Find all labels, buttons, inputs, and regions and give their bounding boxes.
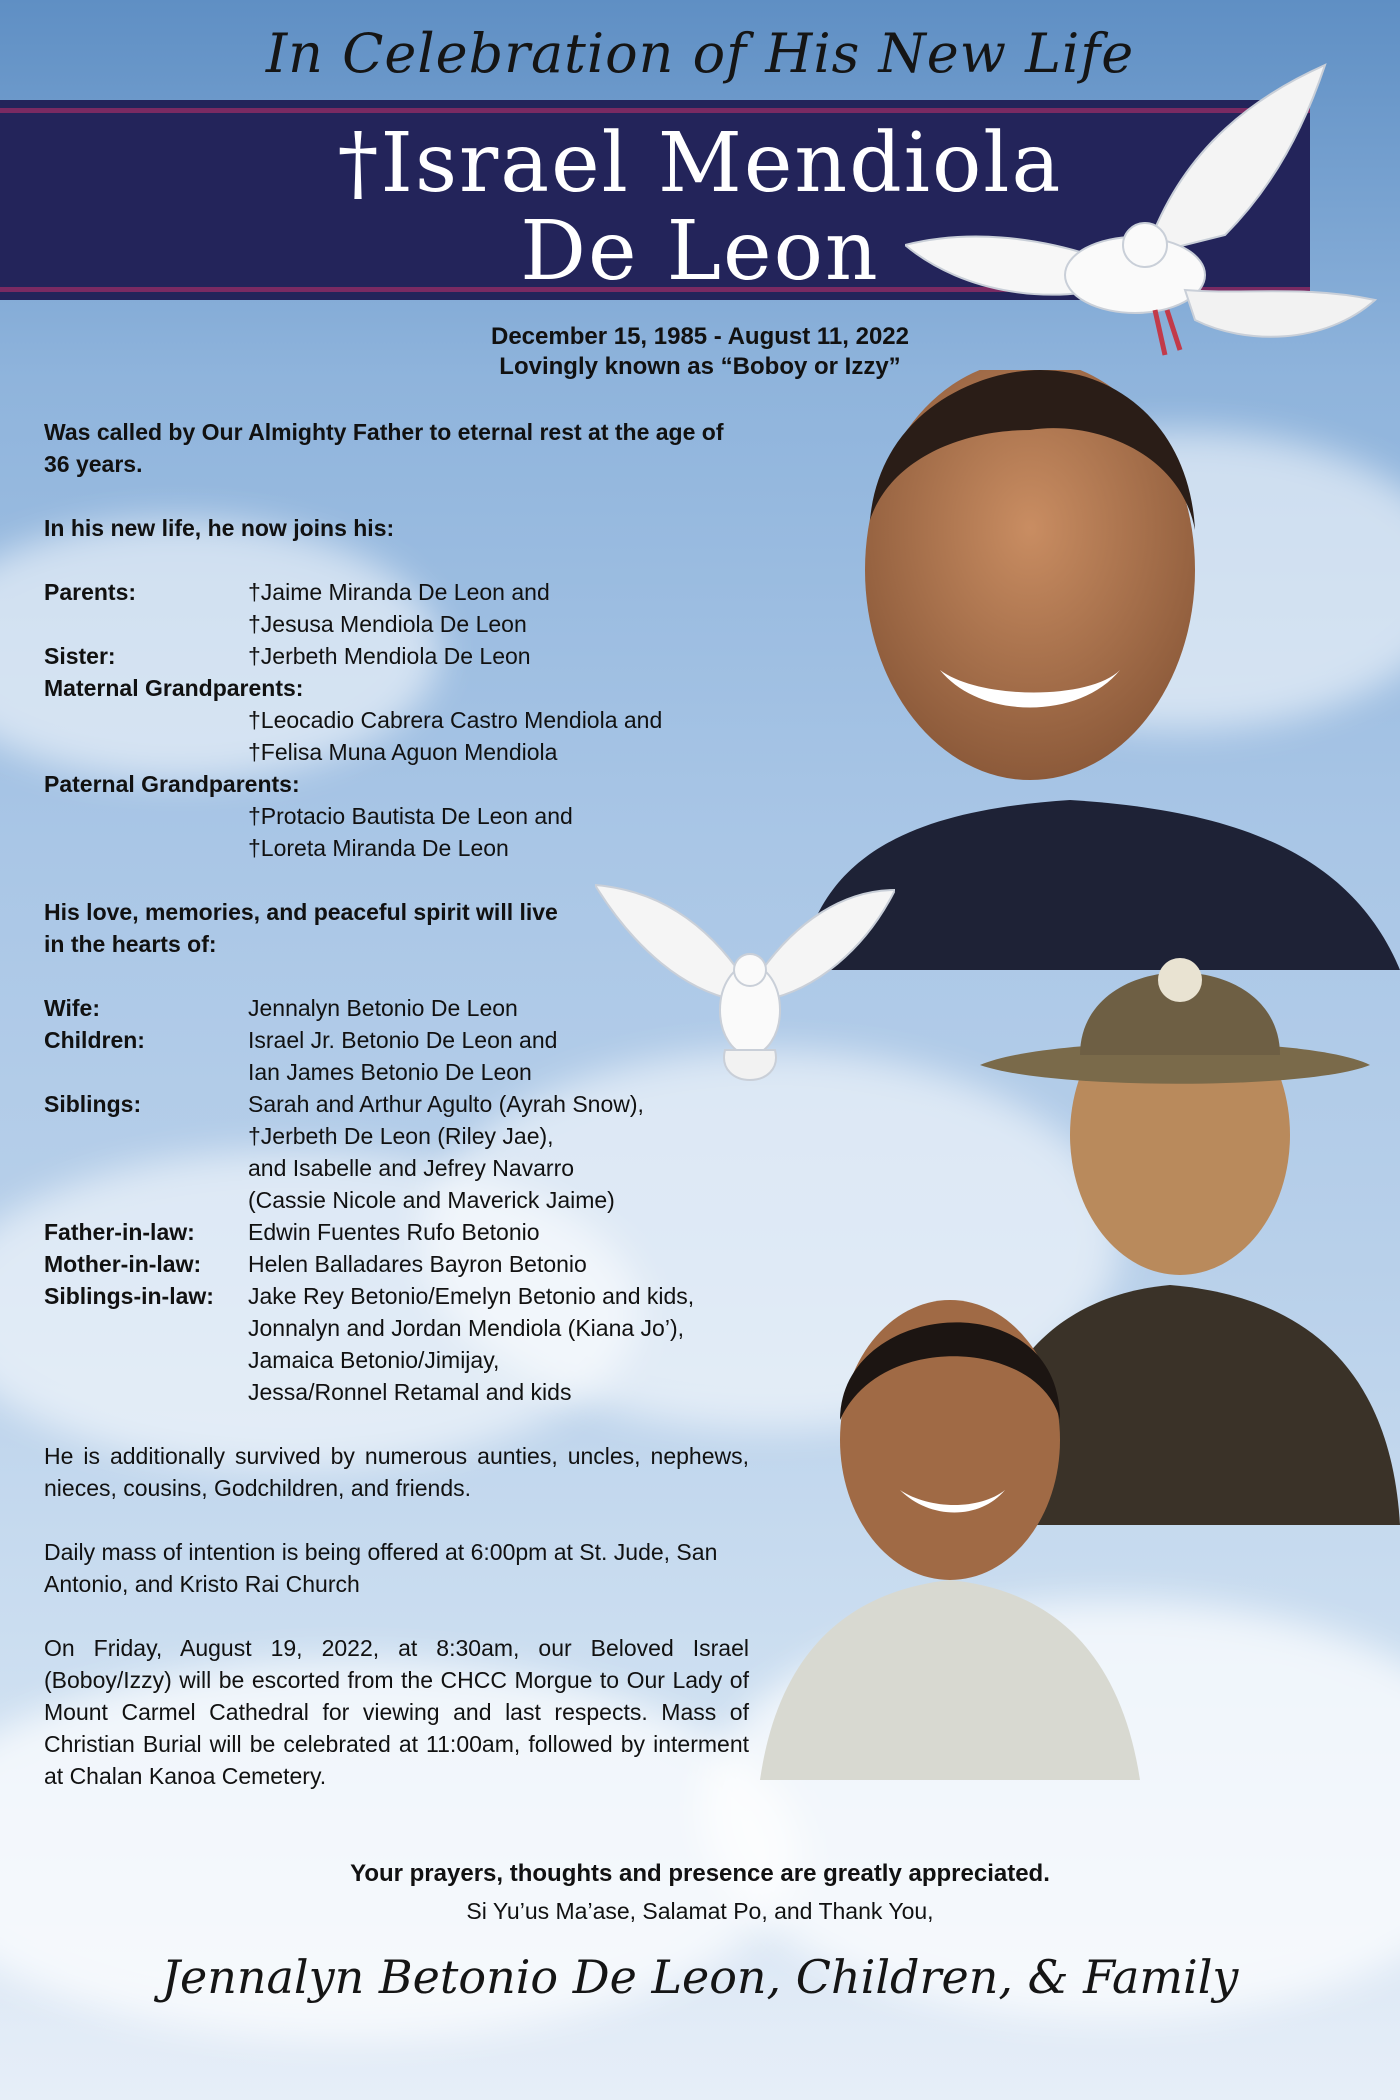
row-value: Jennalyn Betonio De Leon bbox=[248, 995, 518, 1021]
row-label: Siblings: bbox=[44, 1091, 142, 1117]
row-value: Jonnalyn and Jordan Mendiola (Kiana Jo’), bbox=[248, 1315, 684, 1341]
row-value: and Isabelle and Jefrey Navarro bbox=[248, 1155, 575, 1181]
survivor-row-siblings-in-law bbox=[44, 1280, 749, 1408]
joins-row-parents bbox=[44, 576, 749, 640]
family-signature: Jennalyn Betonio De Leon, Children, & Family bbox=[161, 1950, 1239, 2004]
survivor-row-mother-in-law bbox=[44, 1248, 749, 1280]
row-label: Mother-in-law: bbox=[44, 1251, 202, 1277]
joins-list bbox=[44, 576, 749, 864]
row-value: Jake Rey Betonio/Emelyn Betonio and kids, bbox=[248, 1283, 695, 1309]
survived-paragraph: He is additionally survived by numerous aunties, uncles, nephews, nieces, cousins, Godchildren, and friends. bbox=[44, 1443, 749, 1501]
row-label: Father-in-law: bbox=[44, 1219, 195, 1245]
mass-paragraph: Daily mass of intention is being offered at 6:00pm at St. Jude, San Antonio, and Kristo Rai Church bbox=[44, 1539, 718, 1597]
hearts-intro: His love, memories, and peaceful spirit will live in the hearts of: bbox=[44, 899, 558, 957]
survivor-row-children bbox=[44, 1024, 749, 1088]
row-label: Maternal Grandparents: bbox=[44, 675, 304, 701]
survivor-row-father-in-law bbox=[44, 1216, 749, 1248]
row-value: †Loreta Miranda De Leon bbox=[248, 835, 509, 861]
row-value: †Leocadio Cabrera Castro Mendiola and bbox=[248, 707, 663, 733]
name-line-2: De Leon bbox=[520, 204, 880, 299]
obituary-text bbox=[44, 416, 749, 1792]
row-label: Wife: bbox=[44, 995, 101, 1021]
intro-called: Was called by Our Almighty Father to eternal rest at the age of 36 years. bbox=[44, 419, 724, 477]
life-span: December 15, 1985 - August 11, 2022 bbox=[490, 323, 909, 350]
portrait-child bbox=[760, 1260, 1140, 1780]
survivors-list bbox=[44, 992, 749, 1408]
row-value: (Cassie Nicole and Maverick Jaime) bbox=[248, 1187, 615, 1213]
header-title-script: In Celebration of His New Life bbox=[265, 22, 1135, 85]
row-value: †Jerbeth De Leon (Riley Jae), bbox=[248, 1123, 554, 1149]
row-value: †Jaime Miranda De Leon and bbox=[248, 579, 550, 605]
row-value: Israel Jr. Betonio De Leon and bbox=[248, 1027, 558, 1053]
row-value: †Protacio Bautista De Leon and bbox=[248, 803, 573, 829]
intro-joins: In his new life, he now joins his: bbox=[44, 515, 395, 541]
row-value: Edwin Fuentes Rufo Betonio bbox=[248, 1219, 540, 1245]
row-label: Children: bbox=[44, 1027, 145, 1053]
row-label: Sister: bbox=[44, 643, 116, 669]
joins-row-paternal bbox=[44, 768, 749, 864]
joins-row-sister bbox=[44, 640, 749, 672]
row-label: Paternal Grandparents: bbox=[44, 771, 300, 797]
nickname: Lovingly known as “Boboy or Izzy” bbox=[499, 353, 901, 380]
row-value: Sarah and Arthur Agulto (Ayrah Snow), bbox=[248, 1091, 644, 1117]
row-value: †Jerbeth Mendiola De Leon bbox=[248, 643, 531, 669]
row-value: Ian James Betonio De Leon bbox=[248, 1059, 532, 1085]
survivor-row-wife bbox=[44, 992, 749, 1024]
row-label: Parents: bbox=[44, 579, 137, 605]
funeral-paragraph: On Friday, August 19, 2022, at 8:30am, our Beloved Israel (Boboy/Izzy) will be escorted from the CHCC Morgue to Our Lady of Mount Carmel Cathedral for viewing and last respects. Mass of Christian Burial will be celebrated at 11:00am, followed by interment at Chalan Kanoa Cemetery. bbox=[44, 1635, 749, 1789]
row-value: Jamaica Betonio/Jimijay, bbox=[248, 1347, 500, 1373]
row-value: †Jesusa Mendiola De Leon bbox=[248, 611, 527, 637]
joins-row-maternal bbox=[44, 672, 749, 768]
appreciation-line: Your prayers, thoughts and presence are greatly appreciated. bbox=[350, 1860, 1050, 1887]
survivor-row-siblings bbox=[44, 1088, 749, 1216]
row-value: Helen Balladares Bayron Betonio bbox=[248, 1251, 587, 1277]
row-label: Siblings-in-law: bbox=[44, 1283, 214, 1309]
row-value: †Felisa Muna Aguon Mendiola bbox=[248, 739, 558, 765]
name-line-1: †Israel Mendiola bbox=[337, 116, 1063, 211]
row-value: Jessa/Ronnel Retamal and kids bbox=[248, 1379, 572, 1405]
thanks-line: Si Yu’us Ma’ase, Salamat Po, and Thank You, bbox=[466, 1898, 934, 1924]
